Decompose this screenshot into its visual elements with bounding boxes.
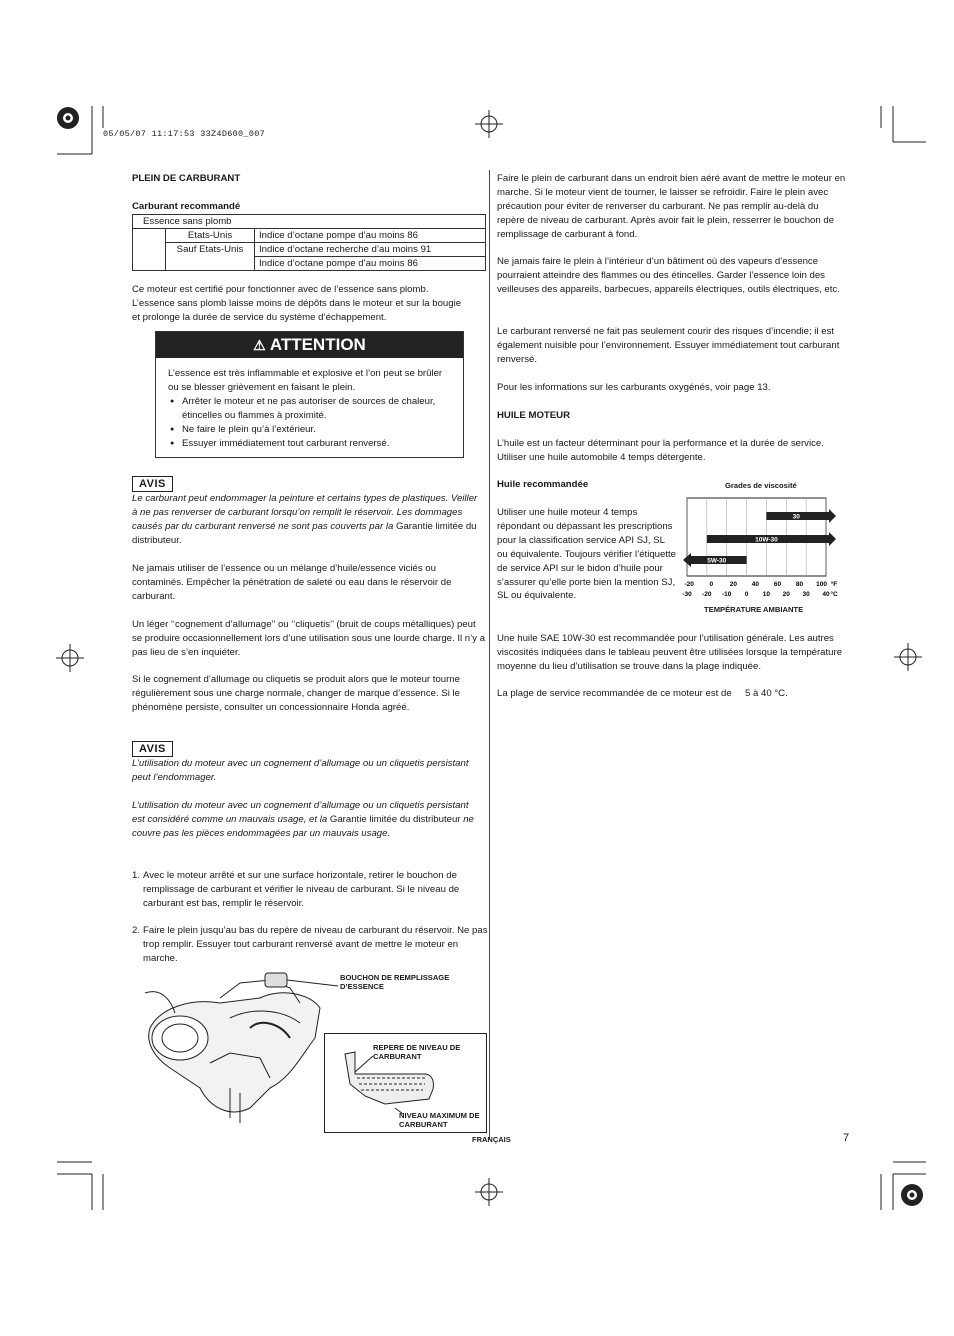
step-text: Faire le plein jusqu’au bas du repère de niveau de carburant du réservoir. Ne pas trop remplir. Essuyer tout carburant renversé avant de mettre le moteur en marche. <box>143 925 488 964</box>
chart-xlabel: TEMPÉRATURE AMBIANTE <box>704 605 804 614</box>
attention-title: ATTENTION <box>269 335 366 354</box>
x-tick-label-c: -10 <box>722 591 732 598</box>
fuel-table-region: Sauf Etats-Unis <box>166 243 255 271</box>
paragraph: Le carburant renversé ne fait pas seulement courir des risques d’incendie; il est également nuisible pour l’environnement. Essuyer immédiatement tout carburant renversé. <box>497 326 840 365</box>
paragraph: Ne jamais utiliser de l’essence ou un mélange d’huile/essence viciés ou contaminés. Empêcher la pénétration de saleté ou eau dans le réservoir de carburant. <box>132 563 452 602</box>
footer-language: FRANÇAIS <box>472 1135 511 1144</box>
paragraph: Un léger ‘‘cognement d’allumage’’ ou ‘‘cliquetis’’ (bruit de coups métalliques) peut se produire occasionnellement lors d’une utilisation sous une lourde charge. Il n’y a pas lieu de s’en inquiéter. <box>132 619 486 658</box>
step-number: 2. <box>132 925 141 936</box>
avis-italic: Le carburant peut endommager la peinture et certains types de plastiques. Veiller à ne pas renverser de carburant lorsqu’on remplit le réservoir. Les dommages causés par du carburant renversé ne sont pas couverts par la <box>132 493 478 532</box>
x-tick-label-f: -20 <box>684 581 694 588</box>
attention-bullet: ● Arrêter le moteur et ne pas autoriser de sources de chaleur, étincelles ou flammes à proximité. <box>168 395 455 423</box>
avis-normal: Garantie limitée du distributeur <box>329 813 461 825</box>
x-tick-label-f: 80 <box>795 581 804 588</box>
figure-label-max-level: NIVEAU MAXIMUM DE CARBURANT <box>399 1111 480 1129</box>
x-tick-label-c: 0 <box>744 591 749 598</box>
x-tick-label-c: 40 <box>822 591 830 598</box>
x-unit-c: °C <box>830 591 838 598</box>
paragraph: Utiliser une huile moteur 4 temps répondant ou dépassant les prescriptions pour la classification service API SJ, SL ou équivalente. Toujours vérifier l’étiquette de service API sur le bidon d’huile pour s’assurer qu’elle porte bien la mention SJ, SL ou équivalente. <box>497 507 677 602</box>
viscosity-bar-label: 30 <box>792 513 800 521</box>
subtitle-recommended-oil: Huile recommandée <box>497 479 589 490</box>
paragraph: La plage de service recommandée de ce moteur est de 5 à 40 °C. <box>497 688 788 699</box>
x-unit-f: °F <box>830 581 838 588</box>
avis-italic: L’utilisation du moteur avec un cognement d’allumage ou un cliquetis persistant est considéré comme un mauvais usage, et la <box>132 800 469 825</box>
avis-text <box>132 492 482 548</box>
attention-header <box>156 332 463 358</box>
viscosity-bar-label: 5W-30 <box>707 557 727 565</box>
fuel-spec-table <box>132 214 486 271</box>
viscosity-bar-label: 10W-30 <box>755 536 778 544</box>
avis-label: AVIS <box>132 741 173 757</box>
attention-bullet: ● Ne faire le plein qu’à l’extérieur. <box>168 423 455 437</box>
page-number: 7 <box>843 1132 850 1144</box>
fuel-level-inset <box>324 1033 487 1133</box>
attention-box <box>155 331 464 458</box>
x-tick-label-f: 60 <box>773 581 782 588</box>
fuel-table-header: Essence sans plomb <box>133 215 486 229</box>
section-title-fuel: PLEIN DE CARBURANT <box>132 173 241 184</box>
attention-bullet: ● Essuyer immédiatement tout carburant renversé. <box>168 437 455 451</box>
header-stamp: 05/05/07 11:17:53 33Z4D600_007 <box>103 129 266 139</box>
x-tick-label-c: 10 <box>762 591 771 598</box>
figure-label-level-mark: REPERE DE NIVEAU DE CARBURANT <box>373 1043 461 1061</box>
step-text: Avec le moteur arrêté et sur une surface horizontale, retirer le bouchon de remplissage de carburant et vérifier le niveau de carburant. Si le niveau de carburant est bas, remplir le réservoir. <box>143 870 460 909</box>
chart-title: Grades de viscosité <box>725 481 797 490</box>
warning-triangle-icon: ⚠ <box>253 337 266 353</box>
paragraph: Ne jamais faire le plein à l’intérieur d’un bâtiment où des vapeurs d’essence pourraient atteindre des flammes ou des étincelles. Garder l’essence loin des veilleuses des appareils, barbecues, appareils électriques, outils électriques, etc. <box>497 256 840 295</box>
step-item <box>132 869 484 911</box>
figure-label-fuel-cap: BOUCHON DE REMPLISSAGE D’ESSENCE <box>340 973 450 991</box>
x-tick-label-c: -20 <box>702 591 712 598</box>
paragraph: Une huile SAE 10W-30 est recommandée pour l’utilisation générale. Les autres viscosités indiquées dans le tableau peuvent être utilisées lorsque la température moyenne du lieu d’utilisation se trouve dans la plage indiquée. <box>497 633 843 672</box>
x-tick-label-f: 0 <box>709 581 714 588</box>
x-tick-label-f: 40 <box>751 581 760 588</box>
avis-label: AVIS <box>132 476 173 492</box>
attention-intro: L’essence est très inflammable et explosive et l’on peut se brûler ou se blesser grièvement en faisant le plein. <box>168 368 443 393</box>
x-tick-label-c: -30 <box>682 591 692 598</box>
avis-text: L’utilisation du moteur avec un cognement d’allumage ou un cliquetis persistant peut l’endommager. <box>132 758 469 783</box>
viscosity-chart <box>676 492 856 600</box>
x-tick-label-c: 20 <box>782 591 790 598</box>
paragraph: Ce moteur est certifié pour fonctionner avec de l’essence sans plomb. L’essence sans plomb laisse moins de dépôts dans le moteur et sur la bougie et prolonge la durée de service du système d’échappement. <box>132 284 462 323</box>
step-number: 1. <box>132 870 141 881</box>
avis-italic: ne couvre pas les pièces endommagées par un mauvais usage. <box>132 813 474 839</box>
step-item <box>132 924 488 966</box>
x-tick-label-c: 30 <box>802 591 810 598</box>
paragraph: Si le cognement d’allumage ou cliquetis se produit alors que le moteur tourne régulièrement sous une charge normale, changer de marque d’essence. Si le phénomène persiste, consulter un concessionnaire Honda agréé. <box>132 674 460 713</box>
paragraph: Pour les informations sur les carburants oxygénés, voir page 13. <box>497 382 771 393</box>
x-tick-label-f: 20 <box>729 581 737 588</box>
avis-text <box>132 799 477 841</box>
avis-normal: Garantie limitée du distributeur. <box>132 520 477 546</box>
subtitle-recommended-fuel: Carburant recommandé <box>132 201 241 212</box>
x-tick-label-f: 100 <box>816 581 828 588</box>
fuel-table-spec: Indice d’octane pompe d’au moins 86 <box>255 257 486 271</box>
fuel-table-spec: Indice d’octane recherche d’au moins 91 <box>255 243 486 257</box>
paragraph: Faire le plein de carburant dans un endroit bien aéré avant de mettre le moteur en marche. Si le moteur vient de tourner, le laisser se refroidir. Faire le plein avec précaution pour éviter de renverser du carburant. Ne pas remplir au-delà du repère de niveau de carburant. Après avoir fait le plein, resserrer le bouchon de remplissage de carburant à fond. <box>497 173 846 240</box>
fuel-table-spec: Indice d’octane pompe d’au moins 86 <box>255 229 486 243</box>
paragraph: L’huile est un facteur déterminant pour la performance et la durée de service. Utiliser une huile automobile 4 temps détergente. <box>497 438 824 463</box>
fuel-table-region: Etats-Unis <box>166 229 255 243</box>
section-title-oil: HUILE MOTEUR <box>497 410 571 421</box>
